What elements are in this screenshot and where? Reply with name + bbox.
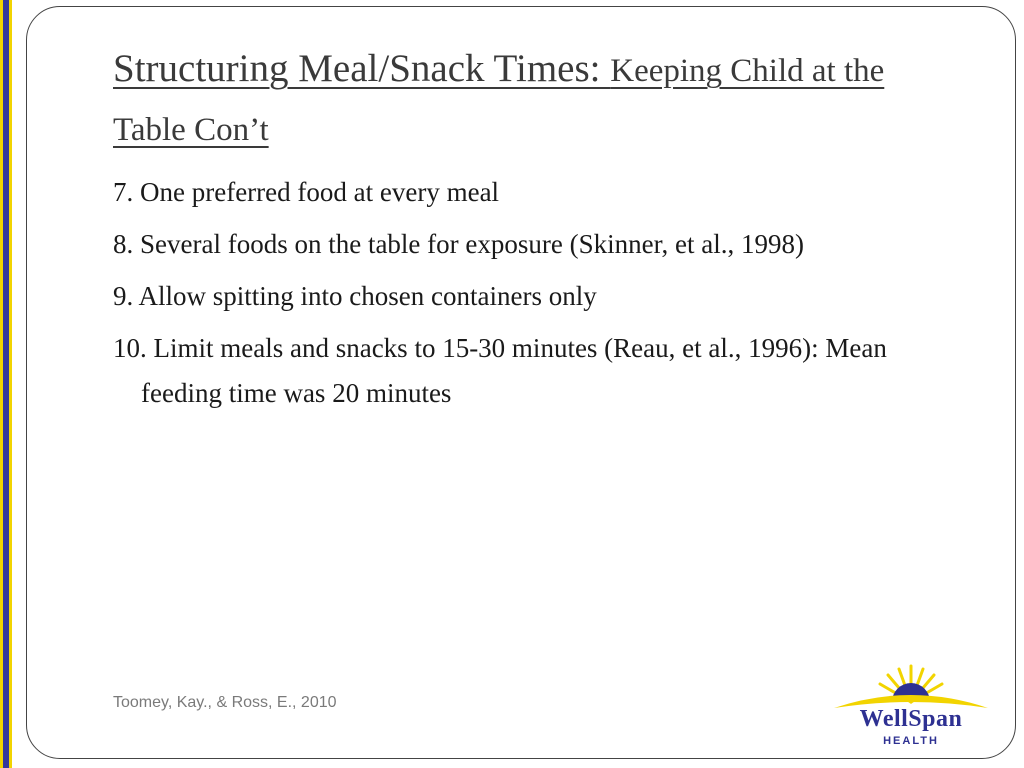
slide-title-sub: Keeping Child at the Table Con’t (113, 53, 885, 148)
logo-subtitle: HEALTH (883, 735, 939, 747)
citation: Toomey, Kay., & Ross, E., 2010 (113, 694, 337, 711)
logo-name: WellSpan (859, 706, 963, 732)
list-item: 7. One preferred food at every meal (113, 177, 500, 207)
list-item: 9. Allow spitting into chosen containers only (113, 281, 597, 311)
sunburst-icon (826, 662, 996, 712)
slide-title (113, 40, 933, 159)
left-stripe-yellow-inner (9, 0, 12, 768)
list-item: 8. Several foods on the table for exposure (Skinner, et al., 1998) (113, 229, 804, 259)
bullet-list (113, 170, 943, 423)
slide-title-main: Structuring Meal/Snack Times: (113, 47, 611, 90)
list-item: 10. Limit meals and snacks to 15-30 minutes (Reau, et al., 1996): Mean feeding time was 20 minutes (113, 333, 887, 408)
wellspan-logo (826, 662, 996, 752)
